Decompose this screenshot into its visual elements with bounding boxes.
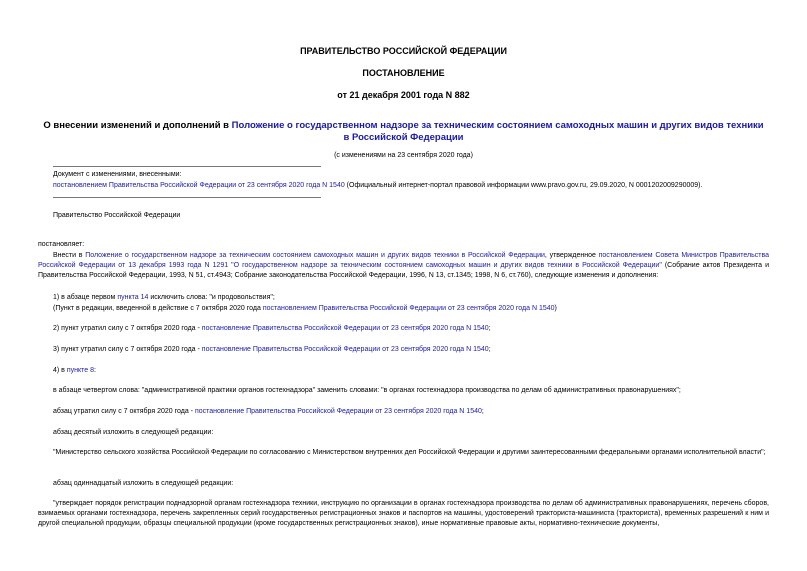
item-3-link[interactable]: постановление Правительства Российской Федерации от 23 сентября 2020 года N 1540 (201, 346, 489, 353)
item-4-c: абзац десятый изложить в следующей редакции: (53, 429, 214, 436)
item-1-note-link[interactable]: постановлением Правительства Российской Федерации от 23 сентября 2020 года N 1540 (262, 305, 555, 312)
item-1-note: (Пункт в редакции, введенной в действие с 7 октября 2020 года постановлением Правительства Российской Федерации от 23 сентября 2020 года N 1540) (53, 305, 557, 312)
date-number-heading: от 21 декабря 2001 года N 882 (337, 90, 470, 100)
changes-note: (с изменениями на 23 сентября 2020 года) (334, 152, 473, 159)
divider-bottom (53, 197, 321, 198)
item-4-d: абзац одиннадцатый изложить в следующей редакции: (53, 480, 234, 487)
item-4: 4) в пункте 8: (53, 367, 96, 374)
amend-box-line2 (53, 181, 702, 191)
item-1-link[interactable]: пункта 14 (117, 294, 149, 301)
item-4-link[interactable]: пункте 8 (66, 367, 94, 374)
amend-box-line1: Документ с изменениями, внесенными: (53, 171, 182, 178)
item-4-a: в абзаце четвертом слова: "административной практики органов гостехнадзора" заменить словами: "в органах гостехнадзора производства по делам об административных правонарушениях"; (53, 387, 681, 394)
title-prefix: О внесении изменений и дополнений в (43, 120, 232, 131)
intro-link-decree[interactable]: постановлением Совета Министров Правительства Российской Федерации от 13 декабря 1993 года N 1291 "О государственном надзоре за техническим состоянием самоходных машин и других видов техники в Российской Федерации" (38, 252, 769, 269)
item-2-link[interactable]: постановление Правительства Российской Федерации от 23 сентября 2020 года N 1540 (201, 325, 489, 332)
intro-link-regulation[interactable]: Положение о государственном надзоре за техническим состоянием самоходных машин и других видов техники в Российской Федерации (85, 252, 545, 259)
org-heading: ПРАВИТЕЛЬСТВО РОССИЙСКОЙ ФЕДЕРАЦИИ (300, 46, 507, 56)
item-4-b: абзац утратил силу с 7 октября 2020 года - постановление Правительства Российской Федерации от 23 сентября 2020 года N 1540; (53, 408, 484, 415)
intro-paragraph: Внести в Положение о государственном надзоре за техническим состоянием самоходных машин и других видов техники в Российской Федерации, утвержденное постановлением Совета Министров Правительства Российской Федерации от 13 декабря 1993 года N 1291 "О государственном надзоре за техническим состоянием самоходных машин и других видов техники в Российской Федерации" (Собрание актов Президента и Правительства Российской Федерации, 1993, N 51, ст.4943; Собрание законодательства Российской Федерации, 1996, N 13, ст.1345; 1998, N 6, ст.760), следующие изменения и дополнения: (38, 252, 769, 279)
item-4-b-link[interactable]: постановление Правительства Российской Федерации от 23 сентября 2020 года N 1540 (194, 408, 482, 415)
decides-line: постановляет: (38, 241, 85, 248)
quote-2: "утверждает порядок регистрации поднадзорной органам гостехнадзора техники, инструкцию по организации в органах гостехнадзора производства по делам об административных правонарушениях, перечень сборов, взимаемых органами гостехнадзора, перечень закрепленных серий государственных регистрационных знаков и паспортов на машины, удостоверений тракториста-машиниста (тракториста), временных разрешений к ним и другой специальной продукции, образцы специальной продукции (кроме государственных регистрационных знаков), иные нормативные правовые акты, нормативно-технические документы, (38, 500, 769, 527)
document-title (40, 120, 767, 144)
item-1: 1) в абзаце первом пункта 14 исключить слова: "и продовольствия"; (53, 294, 275, 301)
amend-tail: (Официальный интернет-портал правовой информации www.pravo.gov.ru, 29.09.2020, N 0001202009290009). (344, 182, 703, 189)
doc-type-heading: ПОСТАНОВЛЕНИЕ (362, 68, 445, 78)
item-3: 3) пункт утратил силу с 7 октября 2020 года - постановление Правительства Российской Федерации от 23 сентября 2020 года N 1540; (53, 346, 491, 353)
amend-link[interactable]: постановлением Правительства Российской Федерации от 23 сентября 2020 года N 1540 (53, 182, 345, 189)
title-link[interactable]: Положение о государственном надзоре за техническим состоянием самоходных машин и других видов техники в Российской Федерации (231, 120, 764, 143)
divider-top (53, 166, 321, 167)
quote-1: "Министерство сельского хозяйства Российской Федерации по согласованию с Министерством внутренних дел Российской Федерации и другими заинтересованными федеральными органами исполнительной власти"; (53, 449, 766, 456)
item-2: 2) пункт утратил силу с 7 октября 2020 года - постановление Правительства Российской Федерации от 23 сентября 2020 года N 1540; (53, 325, 491, 332)
gov-line: Правительство Российской Федерации (53, 212, 181, 219)
